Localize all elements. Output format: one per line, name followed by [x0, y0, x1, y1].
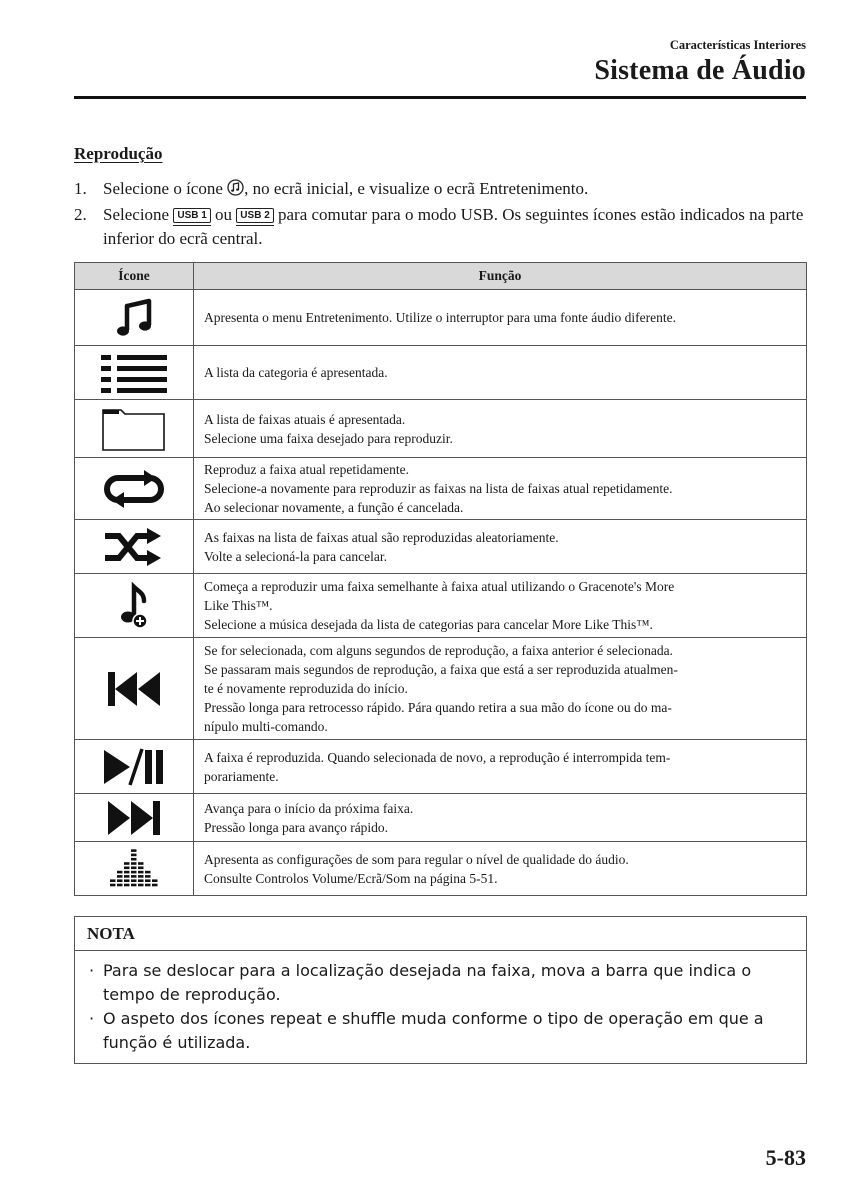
table-row: [75, 574, 807, 638]
function-description: [194, 520, 807, 574]
note-text: Para se deslocar para a localização desejada na faixa, mova a barra que indica o tempo de reprodução.: [103, 961, 752, 1004]
column-header-icon: Ícone: [75, 263, 194, 290]
function-description: [194, 346, 807, 400]
note-title: NOTA: [75, 917, 806, 951]
usb2-button-icon: USB 2: [236, 208, 273, 223]
step-text: para comutar para o modo USB. Os seguintes ícones estão indicados na parte inferior do ecrã central.: [103, 205, 804, 248]
description-line: Apresenta o menu Entretenimento. Utilize o interruptor para uma fonte áudio diferente.: [204, 310, 676, 325]
description-line: Selecione a música desejada da lista de categorias para cancelar More Like This™.: [204, 617, 653, 632]
function-description: [194, 574, 807, 638]
next-track-icon: [75, 794, 194, 842]
table-row: [75, 740, 807, 794]
function-description: [194, 794, 807, 842]
step-1: [74, 177, 814, 203]
note-item: [87, 1007, 794, 1055]
section-title: Reprodução: [74, 144, 163, 163]
previous-track-icon: [75, 638, 194, 740]
function-description: [194, 740, 807, 794]
bullet-icon: ·: [89, 1009, 95, 1028]
function-description: [194, 290, 807, 346]
description-line: A lista da categoria é apresentada.: [204, 365, 388, 380]
icon-function-table: [74, 262, 807, 896]
description-line: Apresenta as configurações de som para regular o nível de qualidade do áudio.: [204, 851, 629, 867]
shuffle-icon: [75, 520, 194, 574]
description-line: Começa a reproduzir uma faixa semelhante à faixa atual utilizando o Gracenote's More: [204, 579, 675, 594]
music-note-circle-icon: [227, 179, 244, 203]
description-line: A lista de faixas atuais é apresentada.: [204, 411, 406, 427]
description-line: Avança para o início da próxima faixa.: [204, 800, 414, 816]
step-text: , no ecrã inicial, e visualize o ecrã Entretenimento.: [244, 179, 589, 198]
step-text: Selecione: [103, 205, 170, 224]
description-line: Pressão longa para retrocesso rápido. Pára quando retira a sua mão do ícone ou do ma-: [204, 700, 672, 715]
bullet-icon: ·: [89, 961, 95, 980]
description-line: te é novamente reproduzida do início.: [204, 681, 408, 696]
page-title: Sistema de Áudio: [594, 55, 806, 86]
step-2: [74, 203, 814, 251]
description-line: As faixas na lista de faixas atual são reproduzidas aleatoriamente.: [204, 529, 559, 545]
description-line: Se passaram mais segundos de reprodução, a faixa que está a ser reproduzida atualmen-: [204, 662, 678, 677]
function-description: [194, 400, 807, 458]
page-number: 5-83: [765, 1145, 806, 1170]
description-line: Ao selecionar novamente, a função é cancelada.: [204, 500, 464, 515]
more-like-this-icon: [75, 574, 194, 638]
description-line: Selecione uma faixa desejado para reproduzir.: [204, 430, 453, 446]
column-header-function: Função: [194, 263, 807, 290]
table-row: [75, 842, 807, 896]
step-number: 1.: [74, 179, 87, 198]
chapter-label: Características Interiores: [669, 38, 806, 52]
list-icon: [75, 346, 194, 400]
step-text: Selecione o ícone: [103, 179, 223, 198]
description-line: Selecione-a novamente para reproduzir as faixas na lista de faixas atual repetidamente.: [204, 481, 673, 496]
table-row: [75, 346, 807, 400]
repeat-icon: [75, 458, 194, 520]
step-number: 2.: [74, 205, 87, 224]
step-text: ou: [215, 205, 233, 224]
description-line: porariamente.: [204, 768, 279, 784]
note-text: O aspeto dos ícones repeat e shuffle muda conforme o tipo de operação em que a função é utilizada.: [103, 1009, 764, 1052]
description-line: Pressão longa para avanço rápido.: [204, 819, 389, 835]
table-row: [75, 458, 807, 520]
description-line: A faixa é reproduzida. Quando selecionada de novo, a reprodução é interrompida tem-: [204, 749, 671, 765]
description-line: Volte a selecioná-la para cancelar.: [204, 548, 388, 564]
description-line: Reproduz a faixa atual repetidamente.: [204, 462, 410, 477]
steps-list: [74, 177, 814, 251]
description-line: Consulte Controlos Volume/Ecrã/Som na página 5-51.: [204, 870, 498, 886]
function-description: [194, 842, 807, 896]
play-pause-icon: [75, 740, 194, 794]
table-row: [75, 520, 807, 574]
table-row: [75, 290, 807, 346]
table-header-row: [75, 263, 807, 290]
folder-icon: [75, 400, 194, 458]
description-line: Like This™.: [204, 598, 273, 613]
note-body: [75, 951, 806, 1063]
description-line: nípulo multi-comando.: [204, 719, 328, 734]
function-description: [194, 458, 807, 520]
note-box: [74, 916, 807, 1064]
table-row: [75, 794, 807, 842]
table-row: [75, 400, 807, 458]
function-description: [194, 638, 807, 740]
usb1-button-icon: USB 1: [173, 208, 210, 223]
table-row: [75, 638, 807, 740]
description-line: Se for selecionada, com alguns segundos de reprodução, a faixa anterior é selecionada.: [204, 643, 673, 658]
equalizer-icon: [75, 842, 194, 896]
music-note-icon: [75, 290, 194, 346]
note-item: [87, 959, 794, 1007]
header-divider: [74, 96, 806, 99]
